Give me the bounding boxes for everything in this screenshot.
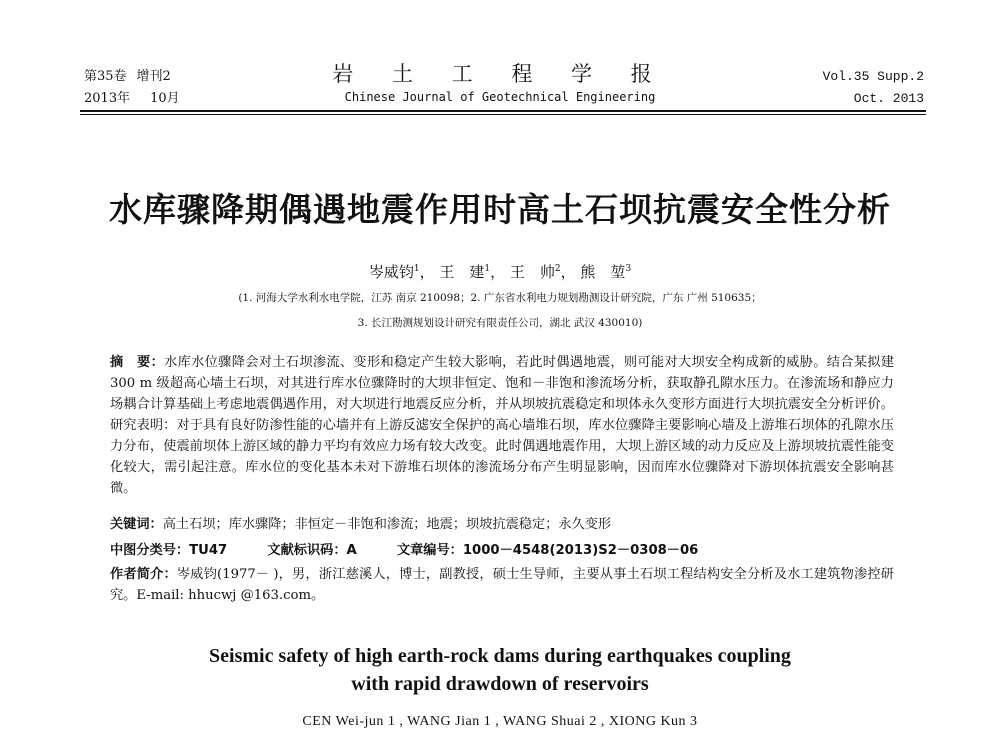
author-name: 熊 堃: [580, 263, 626, 281]
header-rule-thick: [80, 110, 926, 112]
english-authors: CEN Wei-jun 1 , WANG Jian 1 , WANG Shuai 2 , XIONG Kun 3: [302, 714, 698, 729]
year-cn: 2013年: [84, 91, 131, 106]
abstract: [110, 352, 894, 499]
header-rule-thin: [80, 114, 926, 115]
bio-label: 作者简介：: [110, 567, 177, 582]
article-number-label: 文章编号：: [396, 543, 463, 558]
author-affiliation-mark: 1: [484, 264, 491, 274]
keywords-text: 高土石坝；库水骤降；非恒定－非饱和渗流；地震；坝坡抗震稳定；永久变形: [162, 517, 612, 532]
bio-text: 岑威钧(1977－ )，男，浙江慈溪人，博士，副教授，硕士生导师，主要从事土石坝工程结构安全分析及水工建筑物渗控研究。E-mail: hhucwj @163.com。: [110, 567, 894, 603]
author-affiliation-mark: 2: [554, 264, 561, 274]
affiliation-line-2: 3. 长江勘测规划设计研究有限责任公司，湖北 武汉 430010): [357, 317, 643, 329]
clc-label: 中图分类号：: [110, 543, 190, 558]
english-title: [100, 642, 900, 698]
classification-line: [110, 540, 894, 561]
article-number-value: 1000－4548(2013)S2－0308－06: [462, 543, 699, 558]
header-right: [823, 66, 924, 110]
author-name: 王 帅: [509, 263, 555, 281]
abstract-label: 摘 要：: [110, 355, 165, 370]
date-en: Oct. 2013: [853, 91, 924, 106]
abstract-text: 水库水位骤降会对土石坝渗流、变形和稳定产生较大影响，若此时偶遇地震，则可能对大坝安全构成新的威胁。结合某拟建 300 m 级超高心墙土石坝，对其进行库水位骤降时的大坝非恒定、饱和－非饱和渗流场分析，获取静孔隙水压力。在渗流场和静应力场耦合计算基础上考虑地震偶遇作用，对大坝进行地震反应分析，并从坝坡抗震稳定和坝体永久变形方面进行大坝抗震安全分析评价。研究表明：对于具有良好防渗性能的心墙并有上游反滤安全保护的高心墙堆石坝，库水位骤降主要影响心墙及上游堆石坝体的孔隙水压力分布，使震前坝体上游区域的静力平均有效应力场有较大改变。此时偶遇地震作用，大坝上游区域的动力反应及上游坝坡抗震性能变化较大，需引起注意。库水位的变化基本未对下游堆石坝体的渗流场分布产生明显影响，因而库水位骤降对下游坝体抗震安全影响甚微。: [110, 355, 894, 496]
journal-masthead: [330, 60, 670, 106]
doc-code-value: A: [346, 543, 357, 558]
clc-value: TU47: [189, 543, 228, 558]
issue-cn: 增刊2: [136, 69, 171, 84]
journal-title-cn: 岩 土 工 程 学 报: [332, 62, 668, 86]
month-cn: 10月: [150, 91, 180, 106]
volume-cn: 第35卷: [84, 69, 127, 84]
author-name: 岑威钧: [368, 263, 414, 281]
journal-title-en: Chinese Journal of Geotechnical Engineering: [344, 90, 656, 104]
author-affiliation-mark: 1: [413, 264, 420, 274]
volume-en: Vol.35 Supp.2: [822, 69, 924, 84]
keywords: [110, 514, 894, 535]
affiliation-line-1: (1. 河海大学水利水电学院，江苏 南京 210098；2. 广东省水利电力规划勘测设计研究院，广东 广州 510635；: [238, 292, 762, 304]
english-title-line-2: with rapid drawdown of reservoirs: [351, 673, 649, 695]
author-name: 王 建: [439, 263, 485, 281]
keywords-label: 关键词：: [110, 517, 163, 532]
english-title-line-1: Seismic safety of high earth-rock dams during earthquakes coupling: [209, 645, 791, 667]
paper-title: 水库骤降期偶遇地震作用时高土石坝抗震安全性分析: [109, 190, 891, 229]
author-list: 岑威钧$^1$， 王 建$^1$， 王 帅$^2$， 熊 堃$^3$: [368, 263, 632, 281]
doc-code-label: 文献标识码：: [267, 543, 347, 558]
author-affiliation-mark: 3: [625, 264, 632, 274]
header-left: [84, 66, 180, 110]
author-bio: [110, 564, 894, 606]
